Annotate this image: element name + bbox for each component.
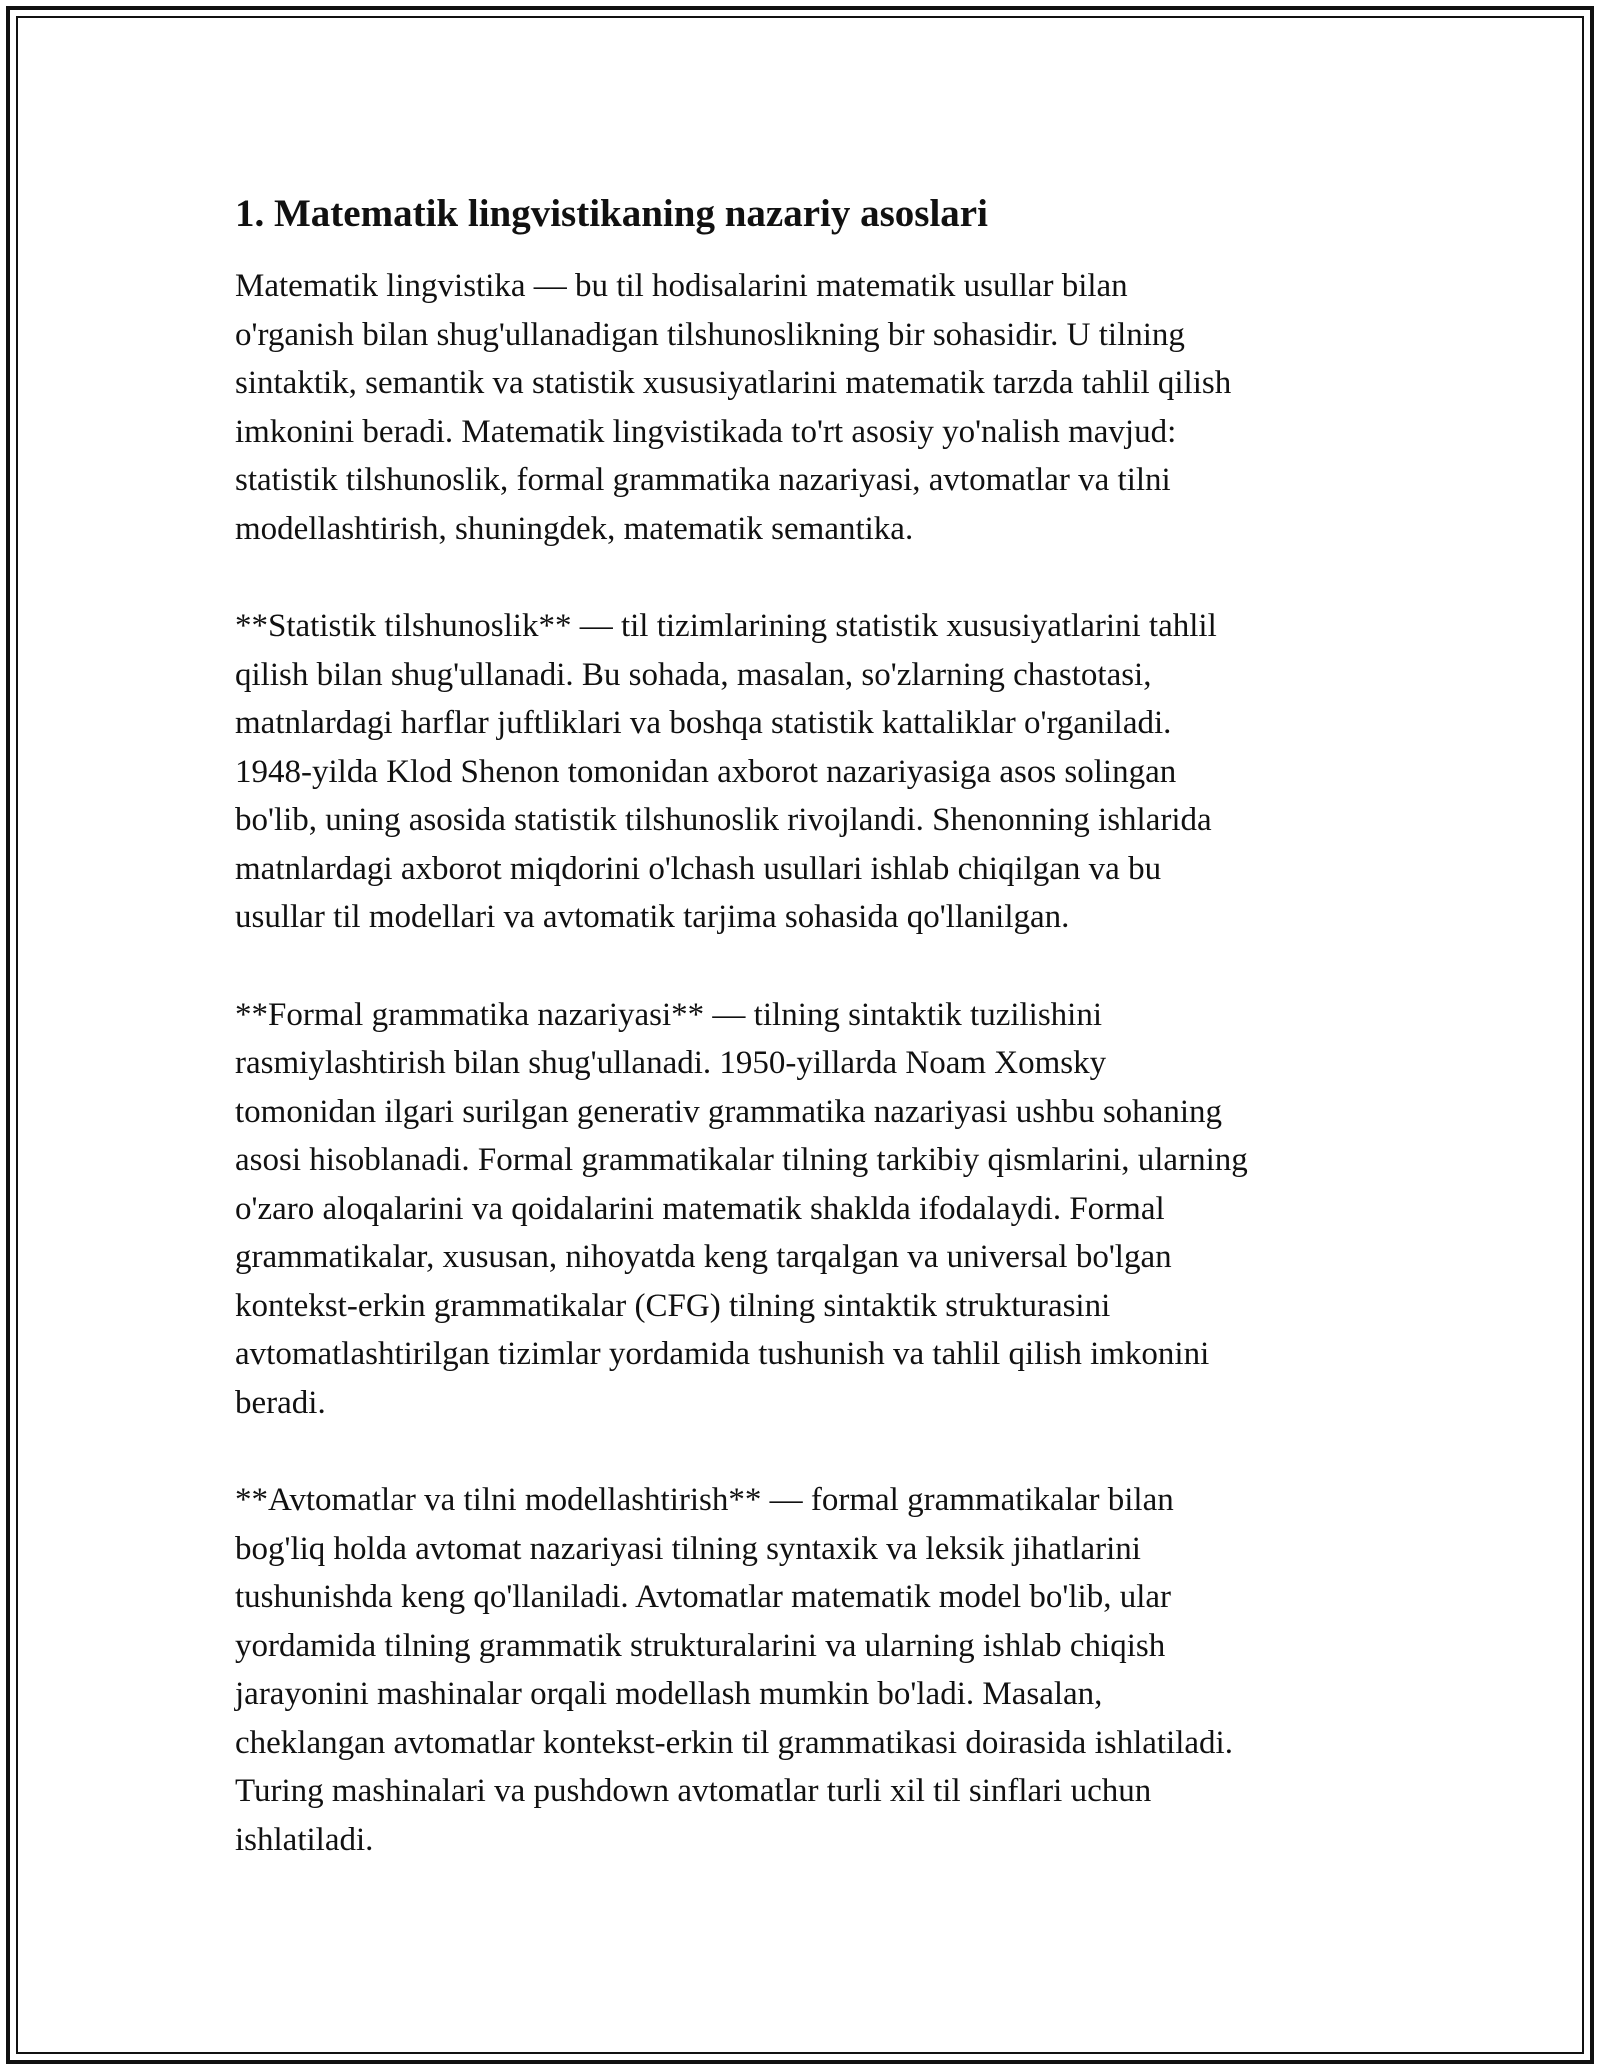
section-heading: 1. Matematik lingvistikaning nazariy asoslari	[235, 192, 988, 235]
text-line: statistik tilshunoslik, formal grammatika nazariyasi, avtomatlar va tilni	[235, 462, 1171, 498]
text-line: matnlardagi axborot miqdorini o'lchash usullari ishlab chiqilgan va bu	[235, 850, 1162, 887]
text-line: bo'lib, uning asosida statistik tilshunoslik rivojlandi. Shenonning ishlarida	[235, 802, 1212, 838]
text-line: sintaktik, semantik va statistik xususiyatlarini matematik tarzda tahlil qilish	[235, 365, 1232, 401]
text-line: rasmiylashtirish bilan shug'ullanadi. 1950-yillarda Noam Xomsky	[235, 1045, 1107, 1081]
text-line: grammatikalar, xususan, nihoyatda keng tarqalgan va universal bo'lgan	[235, 1239, 1172, 1275]
text-line: o'rganish bilan shug'ullanadigan tilshunoslikning bir sohasidir. U tilning	[235, 316, 1185, 353]
document-body	[235, 190, 1365, 1913]
text-line: qilish bilan shug'ullanadi. Bu sohada, masalan, so'zlarning chastotasi,	[235, 656, 1152, 693]
paragraph-intro	[235, 262, 1365, 553]
text-line: yordamida tilning grammatik strukturalarini va ularning ishlab chiqish	[235, 1627, 1166, 1664]
text-line: tushunishda keng qo'llaniladi. Avtomatlar matematik model bo'lib, ular	[235, 1579, 1172, 1615]
text-line: Turing mashinalari va pushdown avtomatlar turli xil til sinflari uchun	[235, 1773, 1152, 1809]
text-line: **Avtomatlar va tilni modellashtirish** — formal grammatikalar bilan	[235, 1482, 1174, 1518]
text-line: **Statistik tilshunoslik** — til tizimlarining statistik xususiyatlarini tahlil	[235, 608, 1217, 644]
paragraph-formal-grammar	[235, 991, 1365, 1428]
text-line: tomonidan ilgari surilgan generativ grammatika nazariyasi ushbu sohaning	[235, 1093, 1222, 1130]
text-line: cheklangan avtomatlar kontekst-erkin til grammatikasi doirasida ishlatiladi.	[235, 1724, 1233, 1761]
text-line: asosi hisoblanadi. Formal grammatikalar tilning tarkibiy qismlarini, ularning	[235, 1142, 1248, 1178]
text-line: beradi.	[235, 1384, 326, 1421]
text-line: kontekst-erkin grammatikalar (CFG) tilning sintaktik strukturasini	[235, 1287, 1111, 1324]
text-line: imkonini beradi. Matematik lingvistikada to'rt asosiy yo'nalish mavjud:	[235, 413, 1177, 450]
text-line: 1948-yilda Klod Shenon tomonidan axborot nazariyasiga asos solingan	[235, 753, 1177, 790]
text-line: jarayonini mashinalar orqali modellash mumkin bo'ladi. Masalan,	[235, 1676, 1103, 1712]
text-line: **Formal grammatika nazariyasi** — tilning sintaktik tuzilishini	[235, 996, 1103, 1033]
text-line: ishlatiladi.	[235, 1821, 374, 1858]
text-line: matnlardagi harflar juftliklari va boshqa statistik kattaliklar o'rganiladi.	[235, 705, 1172, 741]
text-line: avtomatlashtirilgan tizimlar yordamida tushunish va tahlil qilish imkonini	[235, 1336, 1210, 1372]
paragraph-statistical-linguistics	[235, 602, 1365, 942]
text-line: Matematik lingvistika — bu til hodisalarini matematik usullar bilan	[235, 268, 1128, 304]
text-line: modellashtirish, shuningdek, matematik semantika.	[235, 510, 914, 547]
text-line: o'zaro aloqalarini va qoidalarini matematik shaklda ifodalaydi. Formal	[235, 1190, 1165, 1227]
text-line: usullar til modellari va avtomatik tarjima sohasida qo'llanilgan.	[235, 899, 1070, 935]
paragraph-automata	[235, 1476, 1365, 1864]
text-line: bog'liq holda avtomat nazariyasi tilning syntaxik va leksik jihatlarini	[235, 1530, 1141, 1567]
